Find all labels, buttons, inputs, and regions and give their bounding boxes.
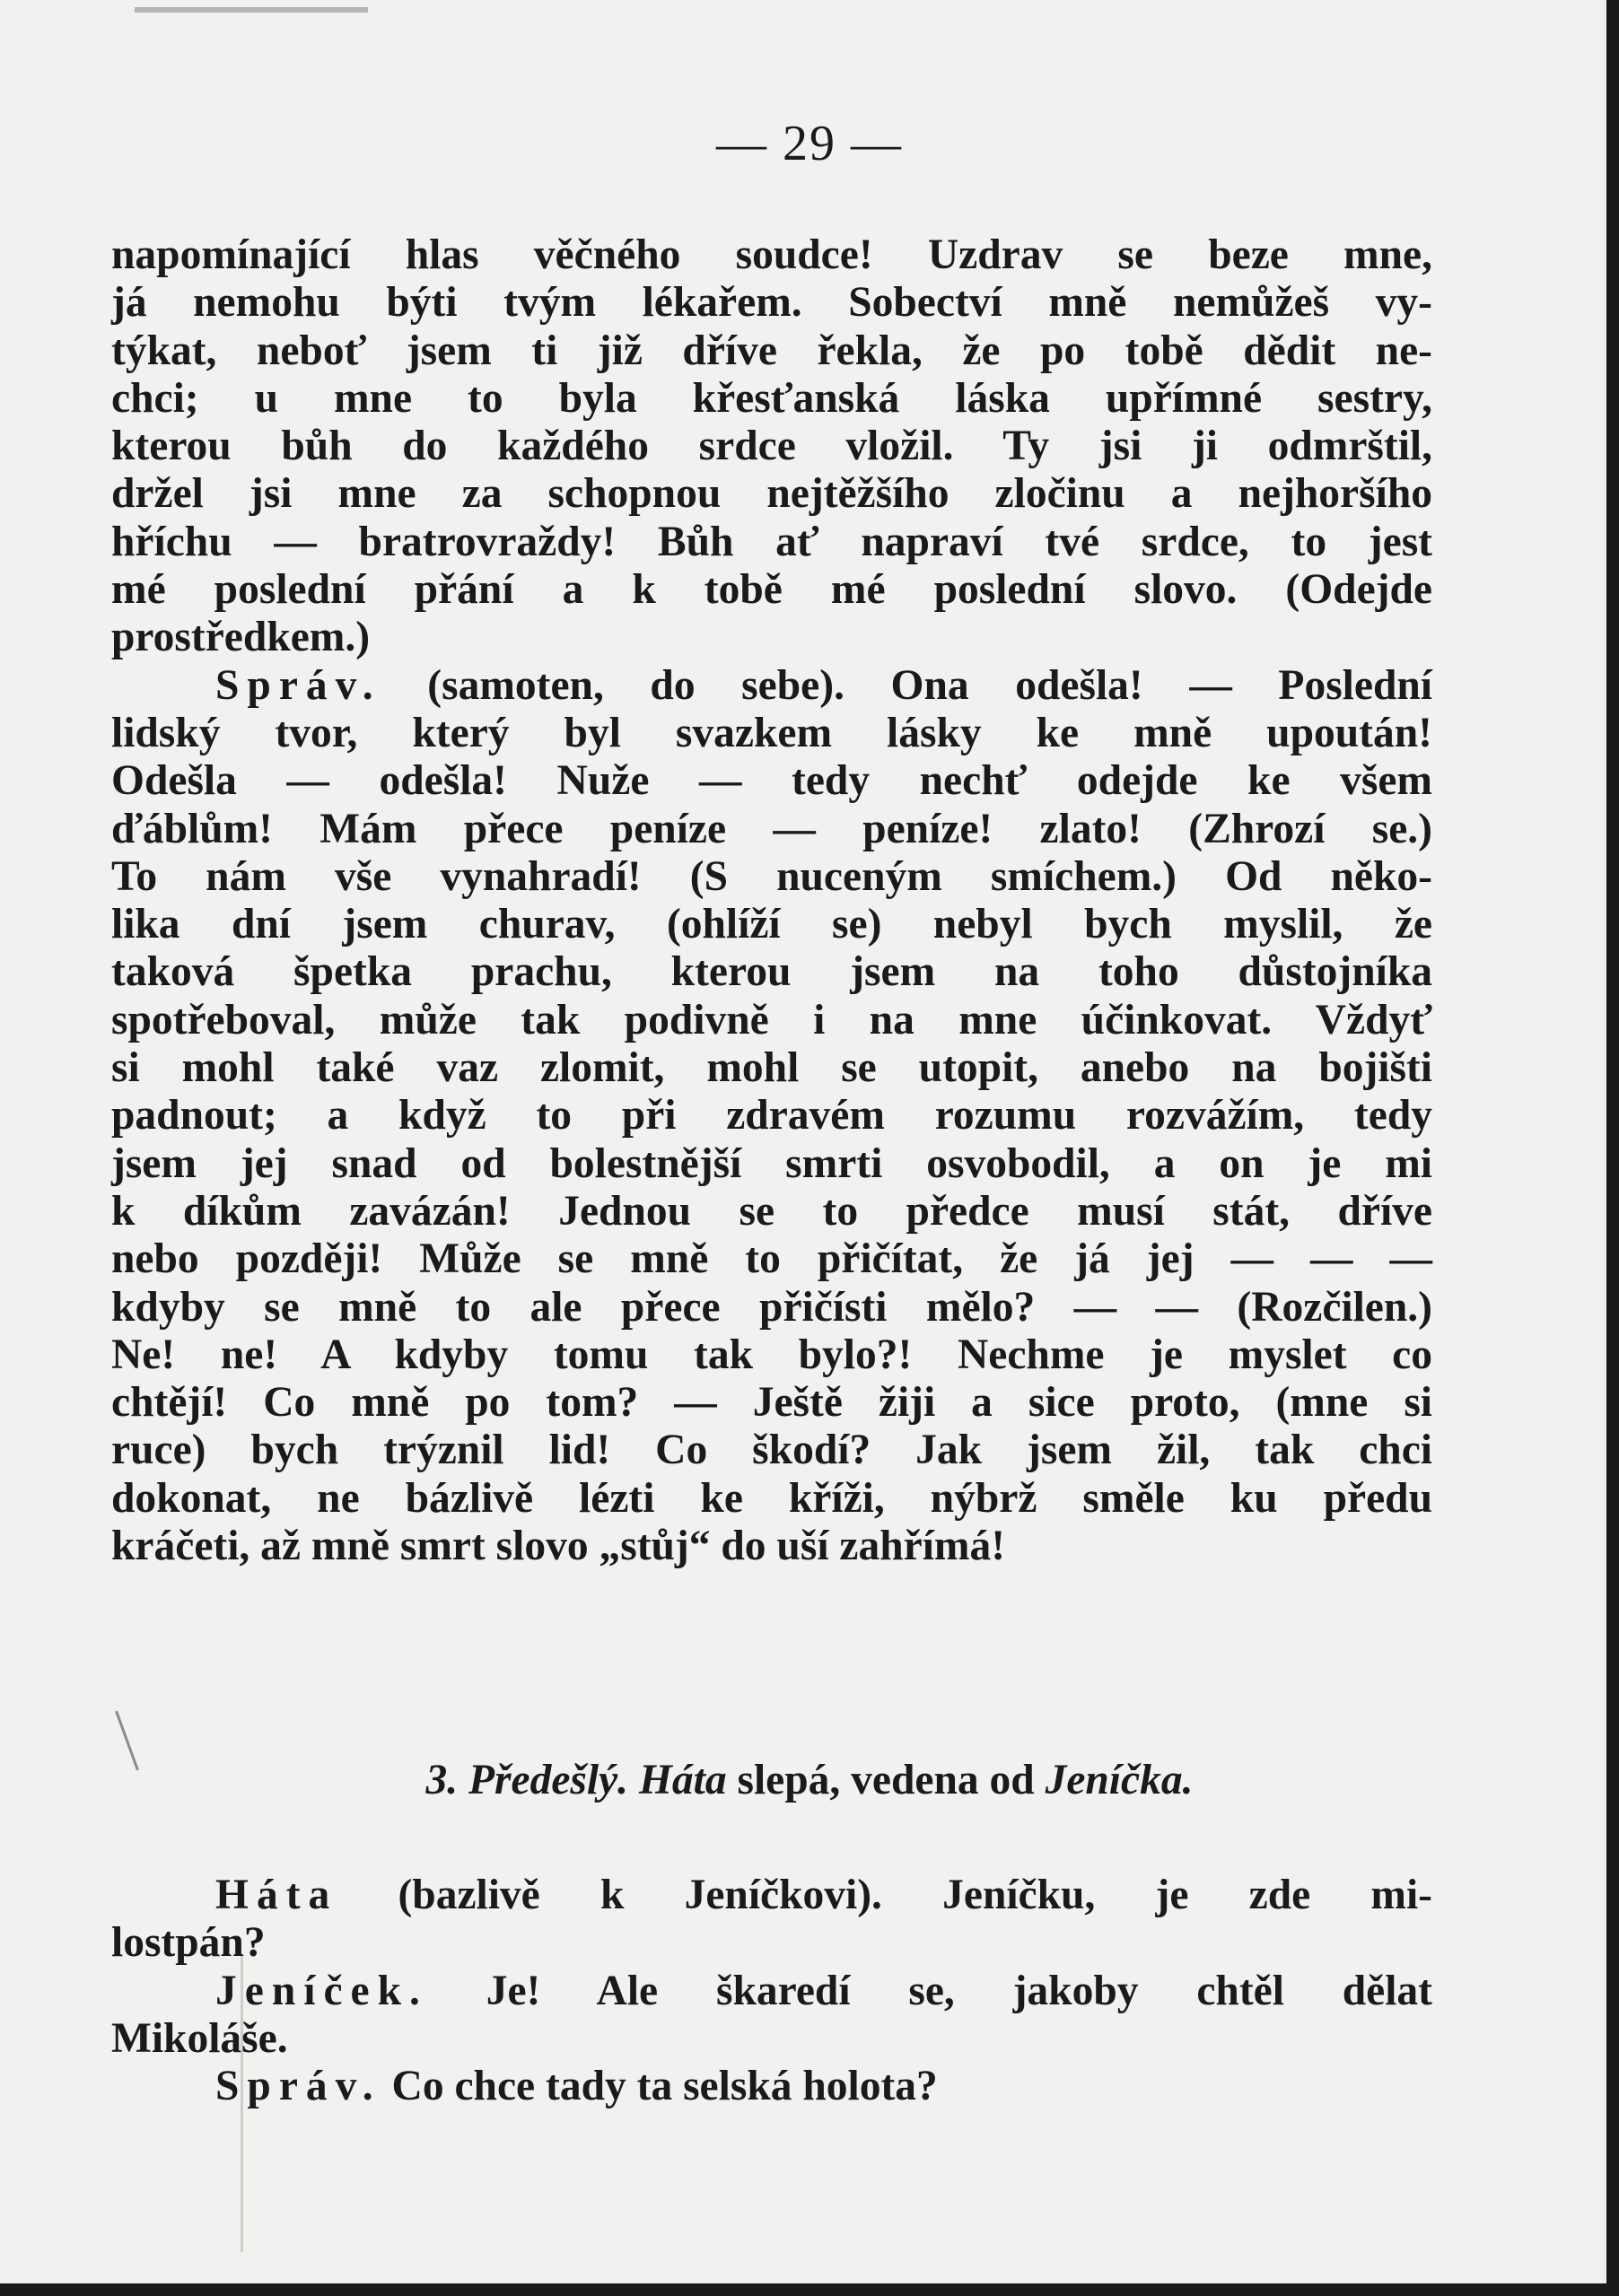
text-line: spotřeboval, může tak podivně i na mne účinkovat. Vždyť bbox=[111, 996, 1432, 1043]
speaker-line bbox=[111, 1968, 1432, 2015]
text-line: jsem jej snad od bolestnější smrti osvobodil, a on je mi bbox=[111, 1139, 1432, 1187]
text-line: dokonat, ne bázlivě lézti ke kříži, nýbrž směle ku předu bbox=[111, 1474, 1432, 1522]
text-line: Mikoláše. bbox=[111, 2014, 288, 2062]
scene-heading bbox=[0, 1757, 1619, 1804]
text-line: prostředkem.) bbox=[111, 614, 371, 661]
text-line: mé poslední přání a k tobě mé poslední slovo. (Odejde bbox=[111, 566, 1432, 614]
scene-character: Předešlý. bbox=[468, 1757, 629, 1803]
text-line: lidský tvor, který byl svazkem lásky ke mně upoután! bbox=[111, 709, 1432, 756]
text-line: To nám vše vynahradí! (S nuceným smíchem.) Od něko- bbox=[111, 852, 1432, 900]
page-number: — 29 — bbox=[716, 116, 903, 171]
scene-character: Jeníčka. bbox=[1045, 1757, 1194, 1803]
text-line: Ne! ne! A kdyby tomu tak bylo?! Nechme je myslet co bbox=[111, 1331, 1432, 1378]
text-line: lostpán? bbox=[111, 1919, 266, 1967]
text-line: držel jsi mne za schopnou nejtěžšího zločinu a nejhoršího bbox=[111, 470, 1432, 518]
scene-number: 3. bbox=[425, 1757, 459, 1803]
text-line: si mohl také vaz zlomit, mohl se utopit, anebo na bojišti bbox=[111, 1044, 1432, 1092]
text-line: padnout; a když to při zdravém rozumu rozvážím, tedy bbox=[111, 1092, 1432, 1139]
text-line: nebo později! Může se mně to přičítat, že já jej — — — bbox=[111, 1235, 1432, 1283]
speaker-name: Háta bbox=[215, 1872, 338, 1918]
main-text-block bbox=[111, 231, 1432, 1570]
text-line: chci; u mne to byla křesťanská láska upřímné sestry, bbox=[111, 374, 1432, 422]
speaker-text: (samoten, do sebe). Ona odešla! — Poslední bbox=[427, 661, 1432, 709]
scene-character: Háta bbox=[638, 1757, 727, 1803]
speaker-text: Co chce tady ta selská holota? bbox=[391, 2063, 938, 2110]
scan-artifact bbox=[135, 7, 368, 13]
text-line: týkat, neboť jsem ti již dříve řekla, že po tobě dědit ne- bbox=[111, 327, 1432, 374]
speaker-text: Je! Ale škaredí se, jakoby chtěl dělat bbox=[486, 1967, 1432, 2014]
text-line: kdyby se mně to ale přece přičísti mělo? — — (Rozčilen.) bbox=[111, 1283, 1432, 1331]
text-line: hříchu — bratrovraždy! Bůh ať napraví tvé srdce, to jest bbox=[111, 518, 1432, 565]
text-line: ruce) bych trýznil lid! Co škodí? Jak jsem žil, tak chci bbox=[111, 1427, 1432, 1474]
speaker-name: Správ. bbox=[215, 661, 381, 709]
speaker-line bbox=[111, 662, 1432, 710]
text-line: kráčeti, až mně smrt slovo „stůj“ do uší zahřímá! bbox=[111, 1523, 1006, 1570]
speaker-name: Jeníček. bbox=[215, 1967, 428, 2014]
scan-mark bbox=[241, 1956, 243, 2252]
speaker-line bbox=[111, 1872, 1432, 1919]
dialogue-block bbox=[111, 1872, 1432, 2110]
text-line: ďáblům! Mám přece peníze — peníze! zlato! (Zhrozí se.) bbox=[111, 805, 1432, 852]
text-line: taková špetka prachu, kterou jsem na toho důstojníka bbox=[111, 948, 1432, 996]
text-line: já nemohu býti tvým lékařem. Sobectví mně nemůžeš vy- bbox=[111, 279, 1432, 327]
text-line: Odešla — odešla! Nuže — tedy nechť odejde ke všem bbox=[111, 757, 1432, 805]
speaker-text: (bazlivě k Jeníčkovi). Jeníčku, je zde mi- bbox=[398, 1872, 1433, 1918]
speaker-line bbox=[111, 2063, 1432, 2110]
text-line: lika dní jsem churav, (ohlíží se) nebyl bych myslil, že bbox=[111, 901, 1432, 948]
text-line: k díkům zavázán! Jednou se to předce musí stát, dříve bbox=[111, 1187, 1432, 1235]
text-line: chtějí! Co mně po tom? — Ještě žiji a sice proto, (mne si bbox=[111, 1379, 1432, 1427]
speaker-name: Správ. bbox=[215, 2063, 381, 2110]
scene-description: slepá, vedena od bbox=[737, 1757, 1035, 1803]
text-line: napomínající hlas věčného soudce! Uzdrav se beze mne, bbox=[111, 231, 1432, 278]
text-line: kterou bůh do každého srdce vložil. Ty jsi ji odmrštil, bbox=[111, 423, 1432, 470]
